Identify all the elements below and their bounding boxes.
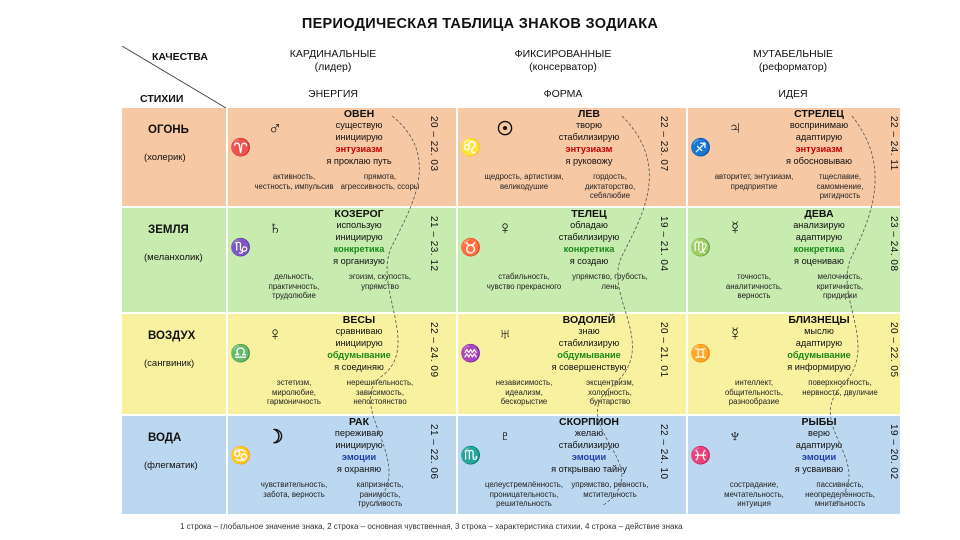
sign-dates: 19 – 21. 04 xyxy=(658,216,669,272)
planet-glyph-icon: ☽ xyxy=(266,427,284,448)
column-divider xyxy=(226,208,228,312)
sign-dates: 22 – 24. 09 xyxy=(428,322,439,378)
sign-line-1: переживаю xyxy=(334,428,384,438)
traits-positive: эстетизм, миролюбие, гармоничность xyxy=(267,378,321,406)
planet-glyph-icon: ♀ xyxy=(497,218,513,239)
traits-negative: гордость, диктаторство, себялюбие xyxy=(584,172,636,200)
sign-action: я руковожу xyxy=(565,156,613,166)
planet-glyph-icon: ♃ xyxy=(727,118,743,139)
column-header-mutable: МУТАБЕЛЬНЫЕ (реформатор) xyxy=(752,48,834,73)
sign-line-1: знаю xyxy=(578,326,600,336)
sign-action: я охраняю xyxy=(336,464,382,474)
page-title: ПЕРИОДИЧЕСКАЯ ТАБЛИЦА ЗНАКОВ ЗОДИАКА xyxy=(301,16,659,32)
column-divider xyxy=(456,108,458,206)
aspect-energy: ЭНЕРГИЯ xyxy=(308,88,358,100)
sign-action: я соединяю xyxy=(334,362,384,372)
sign-action: я обосновываю xyxy=(785,156,853,166)
sign-dates: 22 – 24. 10 xyxy=(658,424,669,480)
sign-keyword: энтузиазм xyxy=(795,144,843,154)
column-divider xyxy=(686,416,688,514)
sign-line-2: стабилизирую xyxy=(558,132,620,142)
sign-line-1: анализирую xyxy=(793,220,845,230)
element-row xyxy=(122,108,900,206)
sign-keyword: эмоции xyxy=(571,452,607,462)
traits-negative: эксцентризм, холодность, бунтарство xyxy=(586,378,634,406)
planet-glyph-icon: ♅ xyxy=(497,324,513,345)
sign-line-2: адаптирую xyxy=(795,132,843,142)
sign-name: БЛИЗНЕЦЫ xyxy=(788,314,850,326)
traits-negative: тщеславие, самомнение, ригидность xyxy=(816,172,864,200)
sign-keyword: эмоции xyxy=(341,452,377,462)
zodiac-glyph-icon: ♒ xyxy=(460,344,482,363)
column-divider xyxy=(686,108,688,206)
sign-line-1: верю xyxy=(808,428,830,438)
zodiac-glyph-icon: ♏ xyxy=(460,446,482,465)
sign-dates: 19 – 20. 02 xyxy=(888,424,899,480)
footer-legend: 1 строка – глобальное значение знака, 2 строка – основная чувственная, 3 строка – характеристика стихии, 4 строка – действие знака xyxy=(180,522,683,531)
zodiac-glyph-icon: ♍ xyxy=(690,238,712,257)
column-divider xyxy=(686,314,688,414)
sign-action: я создаю xyxy=(569,256,609,266)
sign-action: я проклаю путь xyxy=(326,156,392,166)
sign-name: СТРЕЛЕЦ xyxy=(794,108,844,120)
traits-positive: интеллект, общительность, разнообразие xyxy=(724,378,784,406)
column-divider xyxy=(456,416,458,514)
sign-line-1: обладаю xyxy=(570,220,608,230)
traits-negative: капризность, ранимость, трусливость xyxy=(356,480,404,508)
sign-keyword: эмоции xyxy=(801,452,837,462)
traits-negative: эгоизм, скупость, упрямство xyxy=(348,272,412,291)
zodiac-glyph-icon: ♑ xyxy=(230,238,252,257)
sign-keyword: конкретика xyxy=(793,244,845,254)
column-divider xyxy=(226,108,228,206)
temperament: (холерик) xyxy=(144,152,186,163)
corner-elements: СТИХИИ xyxy=(140,93,184,105)
sign-line-2: стабилизирую xyxy=(558,232,620,242)
zodiac-glyph-icon: ♓ xyxy=(690,446,712,465)
sign-dates: 20 – 22. 05 xyxy=(888,322,899,378)
traits-positive: стабильность, чувство прекрасного xyxy=(486,272,562,291)
planet-glyph-icon: ☉ xyxy=(496,119,514,140)
sign-line-2: адаптирую xyxy=(795,440,843,450)
sign-line-2: стабилизирую xyxy=(558,440,620,450)
sign-action: я открываю тайну xyxy=(551,464,627,474)
sign-line-1: использую xyxy=(336,220,382,230)
zodiac-glyph-icon: ♌ xyxy=(460,138,482,157)
column-divider xyxy=(456,208,458,312)
element-name: ВОДА xyxy=(148,432,182,444)
planet-glyph-icon: ♇ xyxy=(497,426,513,447)
sign-line-2: инициирую xyxy=(335,338,383,348)
sign-name: ЛЕВ xyxy=(578,108,600,120)
sign-action: я организую xyxy=(333,256,385,266)
sign-action: я совершенствую xyxy=(551,362,627,372)
planet-glyph-icon: ☿ xyxy=(727,218,743,239)
sign-keyword: обдумывание xyxy=(327,350,391,360)
planet-glyph-icon: ♂ xyxy=(267,118,283,139)
element-name: ОГОНЬ xyxy=(148,124,189,136)
sign-name: ОВЕН xyxy=(343,108,375,120)
aspect-idea: ИДЕЯ xyxy=(778,88,808,100)
sign-dates: 21 – 22. 06 xyxy=(428,424,439,480)
sign-keyword: энтузиазм xyxy=(335,144,383,154)
sign-dates: 22 – 24. 11 xyxy=(888,116,899,171)
planet-glyph-icon: ☿ xyxy=(727,324,743,345)
sign-line-2: инициирую xyxy=(335,440,383,450)
sign-name: ВОДОЛЕЙ xyxy=(562,314,616,326)
sign-line-1: воспринимаю xyxy=(789,120,849,130)
sign-name: СКОРПИОН xyxy=(558,416,619,428)
element-name: ВОЗДУХ xyxy=(148,330,196,342)
sign-keyword: конкретика xyxy=(563,244,615,254)
zodiac-glyph-icon: ♎ xyxy=(230,344,252,363)
traits-positive: щедрость, артистизм, великодушие xyxy=(484,172,564,191)
sign-line-1: сравниваю xyxy=(335,326,383,336)
traits-positive: сострадание, мечтательность, интуиция xyxy=(724,480,784,508)
zodiac-glyph-icon: ♋ xyxy=(230,446,252,465)
sign-line-2: инициирую xyxy=(335,132,383,142)
sign-dates: 20 – 21. 01 xyxy=(658,322,669,378)
sign-line-1: мыслю xyxy=(804,326,834,336)
traits-positive: авторитет, энтузиазм, предприятие xyxy=(714,172,794,191)
column-divider xyxy=(226,416,228,514)
column-header-cardinal: КАРДИНАЛЬНЫЕ (лидер) xyxy=(289,48,377,73)
column-header-fixed: ФИКСИРОВАННЫЕ (консерватор) xyxy=(514,48,612,73)
sign-dates: 20 – 22. 03 xyxy=(428,116,439,172)
temperament: (сангвиник) xyxy=(144,358,195,369)
sign-dates: 21 – 23. 12 xyxy=(428,216,439,272)
temperament: (флегматик) xyxy=(144,460,198,471)
sign-name: ТЕЛЕЦ xyxy=(571,208,607,220)
planet-glyph-icon: ♆ xyxy=(727,426,743,447)
traits-positive: независимость, идеализм, бескорыстие xyxy=(495,378,553,406)
sign-line-1: существую xyxy=(335,120,383,130)
column-divider xyxy=(686,208,688,312)
traits-positive: активность, честность, импульсив xyxy=(254,172,334,191)
sign-dates: 22 – 23. 07 xyxy=(658,116,669,172)
sign-name: ВЕСЫ xyxy=(342,314,376,326)
sign-name: РЫБЫ xyxy=(801,416,837,428)
zodiac-glyph-icon: ♐ xyxy=(690,138,712,157)
sign-action: я оцениваю xyxy=(794,256,844,266)
column-divider xyxy=(456,314,458,414)
traits-negative: поверхностность, нервность, двуличие xyxy=(802,378,878,397)
sign-action: я усваиваю xyxy=(794,464,844,474)
sign-keyword: обдумывание xyxy=(557,350,621,360)
planet-glyph-icon: ♄ xyxy=(267,218,283,239)
zodiac-glyph-icon: ♉ xyxy=(460,238,482,257)
traits-negative: нерешительность, зависимость, непостоянство xyxy=(346,378,414,406)
zodiac-glyph-icon: ♊ xyxy=(690,344,712,363)
corner-cell xyxy=(122,46,226,108)
sign-name: КОЗЕРОГ xyxy=(334,208,384,220)
element-name: ЗЕМЛЯ xyxy=(148,224,189,236)
temperament: (меланхолик) xyxy=(144,252,203,263)
traits-negative: пассивность, неопределённость, мнительность xyxy=(805,480,875,508)
sign-line-2: стабилизирую xyxy=(558,338,620,348)
traits-negative: упрямство, грубость, лень xyxy=(572,272,648,291)
zodiac-table xyxy=(122,46,900,516)
sign-name: РАК xyxy=(348,416,370,428)
sign-line-2: адаптирую xyxy=(795,338,843,348)
sign-line-2: адаптирую xyxy=(795,232,843,242)
traits-negative: мелочность, критичность, придирки xyxy=(816,272,864,300)
zodiac-glyph-icon: ♈ xyxy=(230,138,252,157)
traits-positive: целеустремлённость, проницательность, решительность xyxy=(484,480,564,508)
traits-positive: чувствительность, забота, верность xyxy=(260,480,328,499)
sign-dates: 23 – 24. 08 xyxy=(888,216,899,272)
sign-line-2: инициирую xyxy=(335,232,383,242)
sign-name: ДЕВА xyxy=(804,208,834,220)
traits-positive: дельность, практичность, трудолюбие xyxy=(268,272,320,300)
element-row xyxy=(122,208,900,312)
element-row xyxy=(122,314,900,414)
element-row xyxy=(122,416,900,514)
planet-glyph-icon: ♀ xyxy=(267,324,283,345)
sign-keyword: конкретика xyxy=(333,244,385,254)
sign-line-1: желаю xyxy=(574,428,604,438)
sign-keyword: энтузиазм xyxy=(565,144,613,154)
sign-line-1: творю xyxy=(575,120,603,130)
column-divider xyxy=(226,314,228,414)
traits-negative: прямота, агрессивность, ссоры xyxy=(340,172,420,191)
traits-negative: упрямство, ревность, мстительность xyxy=(571,480,649,499)
sign-keyword: обдумывание xyxy=(787,350,851,360)
sign-action: я информирую xyxy=(787,362,851,372)
traits-positive: точность, аналитичность, верность xyxy=(725,272,783,300)
corner-qualities: КАЧЕСТВА xyxy=(152,51,208,63)
aspect-form: ФОРМА xyxy=(543,88,583,100)
